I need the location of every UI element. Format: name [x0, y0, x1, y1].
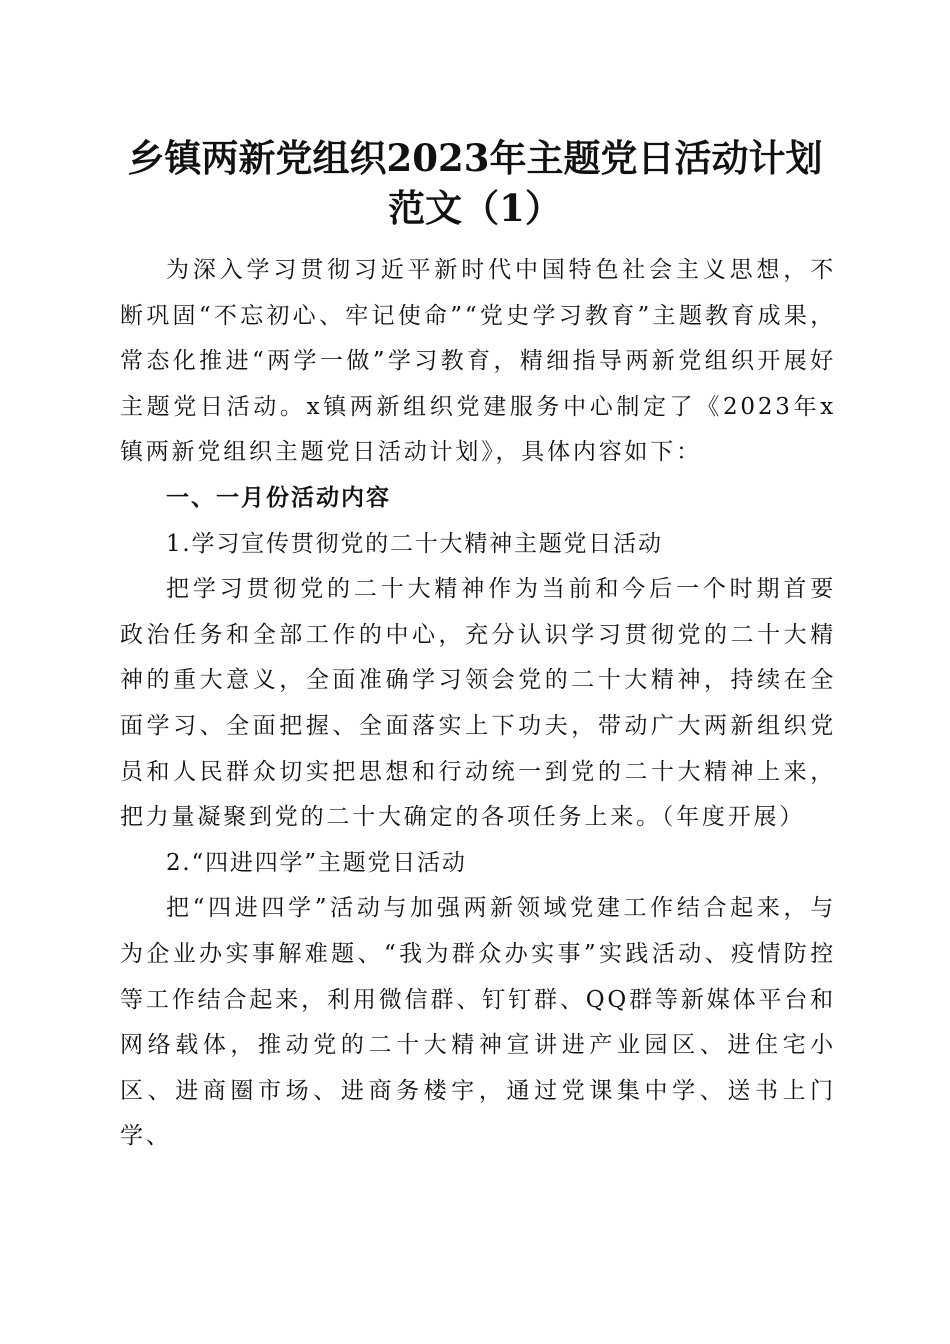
subheading-2: 2.“四进四学”主题党日活动 [166, 849, 467, 876]
subheading-1: 1.学习宣传贯彻党的二十大精神主题党日活动 [166, 530, 663, 557]
paragraph-1: 把学习贯彻党的二十大精神作为当前和今后一个时期首要政治任务和全部工作的中心，充分认识学习贯彻党的二十大精神的重大意义，全面准确学习领会党的二十大精神，持续在全面学习、全面把握、全面落实上下功夫，带动广大两新组织党员和人民群众切实把思想和行动统一到党的二十大精神上来，把力量凝聚到党的二十大确定的各项任务上来。（年度开展） [120, 576, 836, 831]
paragraph-2: 把“四进四学”活动与加强两新领域党建工作结合起来，与为企业办实事解难题、“我为群众办实事”实践活动、疫情防控等工作结合起来，利用微信群、钉钉群、QQ群等新媒体平台和网络载体，推动党的二十大精神宣讲进产业园区、进住宅小区、进商圈市场、进商务楼宇，通过党课集中学、送书上门学、 [120, 895, 836, 1150]
intro-paragraph: 为深入学习贯彻习近平新时代中国特色社会主义思想，不断巩固“不忘初心、牢记使命”“党史学习教育”主题教育成果，常态化推进“两学一做”学习教育，精细指导两新党组织开展好主题党日活动。x镇两新组织党建服务中心制定了《2023年x镇两新党组织主题党日活动计划》，具体内容如下： [120, 257, 836, 466]
document-title: 乡镇两新党组织2023年主题党日活动计划范文（1） [127, 136, 823, 230]
section-heading-january: 一、一月份活动内容 [166, 484, 391, 511]
document-body [120, 248, 836, 1160]
